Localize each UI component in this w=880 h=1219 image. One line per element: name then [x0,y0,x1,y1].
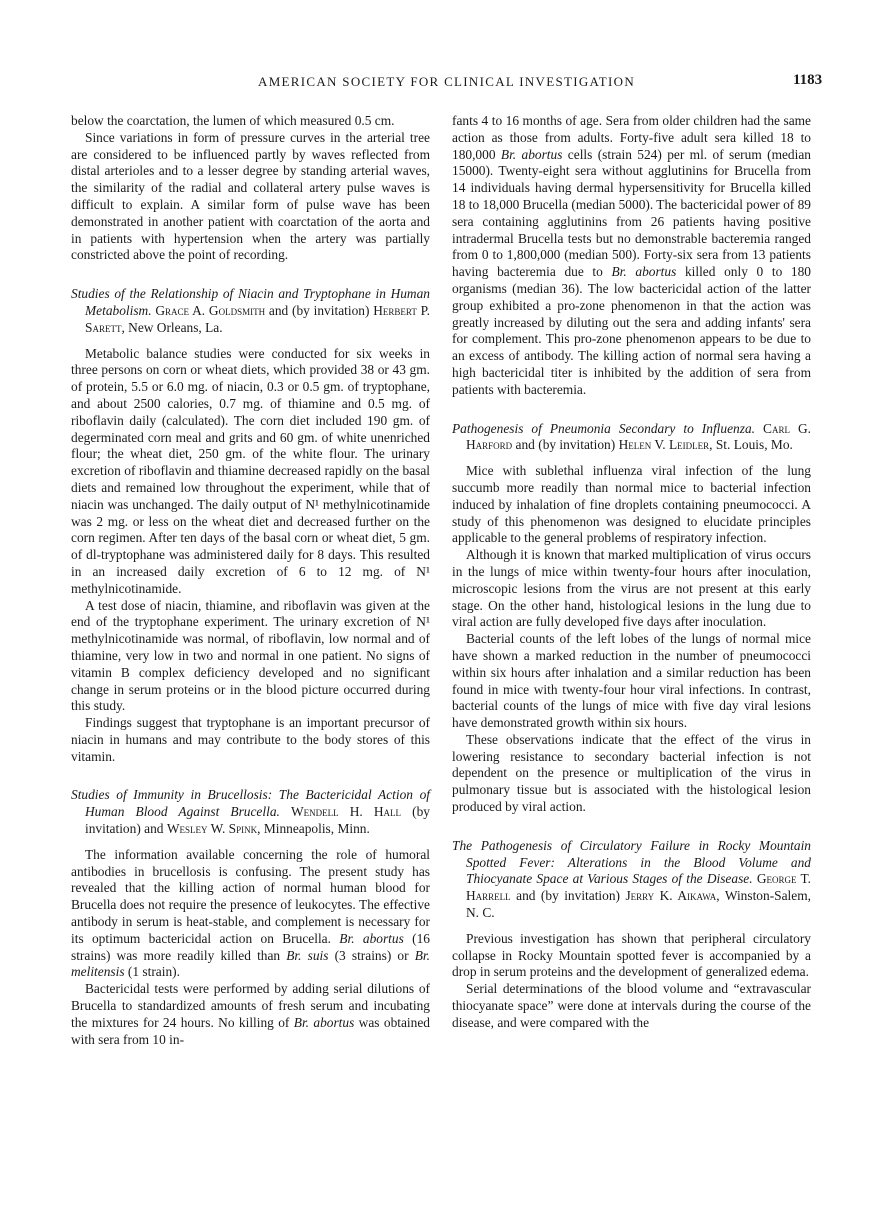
abstract-title: Studies of Immunity in Brucellosis: The Bactericidal Action of Human Blood Against Brucella. [71,787,430,820]
abstract-heading-rocky-mountain [452,838,811,922]
page-number: 1183 [793,72,823,88]
author-location: , Minneapolis, Minn. [257,821,370,837]
body-paragraph: These observations indicate that the effect of the virus in lowering resistance to secondary bacterial infection is not dependent on the presence or multiplication of the virus in pulmonary tissue but is associated with the histological lesion produced by viral action. [452,731,811,815]
body-paragraph: Bacterial counts of the left lobes of the lungs of normal mice have shown a marked reduction in the number of pneumococci within six hours after inhalation and a similar reduction has been found in mice with twenty-four hour viral infections. In contrast, bacterial counts of the lungs of mice with five day viral lesions have demonstrated growth within six hours. [452,631,811,731]
body-paragraph: Serial determinations of the blood volume and “extravascular thiocyanate space” were done at intervals during the course of the disease, and were compared with the [452,981,811,1030]
abstract-title: Studies of the Relationship of Niacin and Tryptophane in Human Metabolism. [71,286,430,318]
body-paragraph: Findings suggest that tryptophane is an important precursor of niacin in humans and may contribute to the body stores of this vitamin. [71,715,430,764]
body-paragraph: Metabolic balance studies were conducted for six weeks in three persons on corn or wheat diets, which provided 38 or 43 gm. of protein, 5.5 or 6.0 mg. of niacin, 0.3 or 0.5 gm. of tryptophane, and about 2500 calories, 0.7 mg. of thiamine and 0.5 mg. of riboflavin daily (calculated). The corn diet included 190 gm. of degerminated corn meal and grits and 60 gm. of white unenriched flour; the wheat diet, 250 gm. of the white flour. The urinary excretion of riboflavin and thiamine decreased rapidly on the basal diets and remained low throughout the experiment, while that of niacin was unchanged. The daily output of N¹ methylnicotinamide was 2 mg. or less on the wheat diet and decreased further on the corn regimen. After ten days of the basal corn or wheat diet, 5 gm. of dl-tryptophane was administered daily for 8 days. This resulted in an increased daily excretion of 6 to 12 mg. of N¹ methylnicotinamide. [71,345,430,596]
body-paragraph: Although it is known that marked multiplication of virus occurs in the lungs of mice within twenty-four hours after inoculation, microscopic lesions from the virus are not present at this early stage. On the other hand, histological lesions in the lung due to viral action are fully developed five days after inoculation. [452,547,811,630]
author-name: Grace A. Goldsmith [155,302,266,318]
text-run: fants 4 to 16 months of age. Sera from older children had the same action as those from adults. Forty-five adult sera killed 18 to 180,000 [452,113,811,162]
text-run: The information available concerning the role of humoral antibodies in brucellosis is confusing. The present study has revealed that the killing action of normal human blood for Brucella does not require the presence of leukocytes. The effective antibody in serum is heat-stable, and complement is necessary for its optimum bactericidal action on Brucella. [71,846,430,946]
author-name: Wesley W. Spink [166,821,258,837]
author-name: Helen V. Leidler [618,437,710,453]
text-run: Bactericidal tests were performed by adding serial dilutions of Brucella to standardized amounts of fresh serum and incubating the mixtures for 24 hours. No killing of [71,981,430,1030]
author-name: Wendell H. Hall [290,804,402,820]
body-paragraph [452,113,811,399]
author-connector: (by invitation) and [85,804,430,837]
body-paragraph: Mice with sublethal influenza viral infection of the lung succumb more readily than normal mice to bacterial infection induced by inhalation of fine droplets containing pneumococci. A study of this phenomenon was designed to elucidate principles applicable to the general problems of respiratory infection. [452,463,811,546]
author-location: , St. Louis, Mo. [709,437,793,453]
body-paragraph: A test dose of niacin, thiamine, and riboflavin was given at the end of the tryptophane experiment. The urinary excretion of N¹ methylnicotinamide was normal, of riboflavin, low normal and of thiamine, very low in two and normal in one patient. No signs of vitamin B complex deficiency developed and no significant change in serum proteins or in the blood picture occurred during this study. [71,597,430,714]
running-head: AMERICAN SOCIETY FOR CLINICAL INVESTIGATION [258,74,636,89]
right-column [452,113,811,1032]
author-name: George T. Harrell [466,871,811,904]
author-connector: and (by invitation) [268,302,370,318]
author-location: , New Orleans, La. [121,319,223,335]
body-paragraph [71,847,430,981]
text-run: (3 strains) or [328,947,415,963]
author-name: Jerry K. Aikawa [625,888,717,904]
author-connector: and (by invitation) [515,437,616,453]
abstract-heading-brucella [71,787,430,837]
left-column [71,113,430,1048]
text-run: (1 strain). [124,964,180,980]
text-run: killed only 0 to 180 organisms (median 36). The low bactericidal action of the latter group exhibited a pro-zone phenomenon in that the action was greatly increased by diluting out the sera and adding infants' sera for complement. This pro-zone phenomenon appears to be due to an excess of antibody. The killing action of normal sera having a high bactericidal titer is inhibited by the addition of sera from patients with bacteremia. [452,264,811,397]
species-name: Br. suis [286,947,329,963]
body-paragraph: Previous investigation has shown that peripheral circulatory collapse in Rocky Mountain spotted fever is accompanied by a drop in serum proteins and the development of generalized edema. [452,930,811,980]
species-name: Br. abortus [500,146,563,162]
body-paragraph: below the coarctation, the lumen of which measured 0.5 cm. [71,113,395,128]
author-connector: and (by invitation) [516,888,620,904]
abstract-heading-niacin [71,286,430,336]
species-name: Br. abortus [339,930,404,946]
text-run: was obtained with sera from 10 in- [71,1014,430,1047]
abstract-heading-pneumonia [452,421,811,455]
body-paragraph: Since variations in form of pressure curves in the arterial tree are considered to be influenced partly by waves reflected from distal arterioles and to a lesser degree by standing arterial waves, the similarity of the radial and collateral artery pulse waves is difficult to explain. A similar form of pulse wave has been demonstrated in another patient with coarctation of the aorta and in patients with hypertension when the artery was partially constricted above the point of recording. [71,129,430,263]
author-name: Herbert P. Sarett [85,302,430,335]
abstract-title: Pathogenesis of Pneumonia Secondary to Influenza. [452,420,755,436]
species-name: Br. abortus [611,264,677,280]
author-name: Carl G. Harford [466,420,811,453]
abstract-title: The Pathogenesis of Circulatory Failure in Rocky Mountain Spotted Fever: Alterations in the Blood Volume and Thiocyanate Space at Various Stages of the Disease. [452,837,811,887]
text-run: (16 strains) was more readily killed than [71,930,430,963]
author-location: , Winston-Salem, N. C. [466,888,811,921]
text-run: cells (strain 524) per ml. of serum (median 15000). Twenty-eight sera without agglutinins for Brucella from 14 individuals having dermal hypersensitivity for Brucella killed 18 to 18,000 Brucella (median 5000). The bactericidal power of 89 sera containing agglutinins from 26 patients having positive intradermal Brucella tests but no demonstrable bacteremia ranged from 0 to 1,800,000 (median 500). Forty-six sera from 13 patients having bacteremia due to [452,146,811,280]
body-paragraph [71,981,430,1048]
species-name: Br. melitensis [71,947,430,980]
species-name: Br. abortus [293,1014,355,1030]
